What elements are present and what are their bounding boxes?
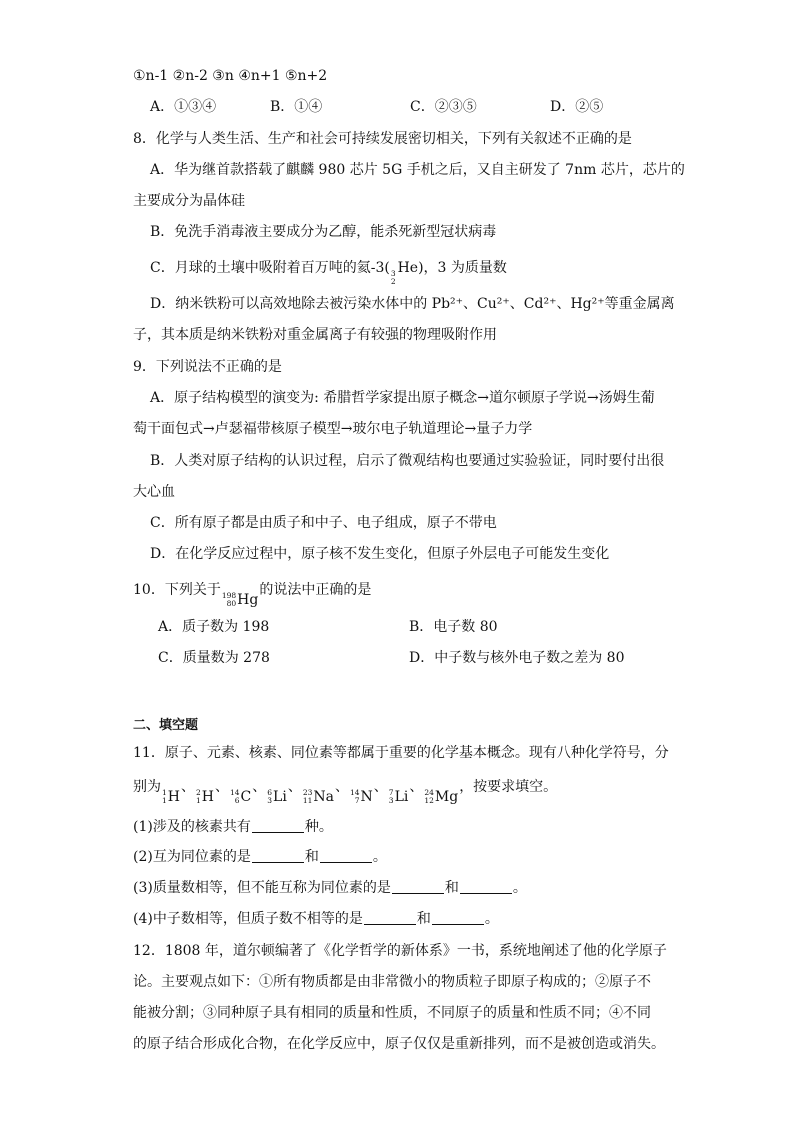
helium-3-nuclide [391,270,397,286]
atomic-number: 1 [196,796,201,805]
q9-stem: 9．下列说法不正确的是 [133,359,282,375]
separator: 、 [334,779,349,795]
q9-option-b-line1: B．人类对原子结构的认识过程，启示了微观结构也要通过实验验证，同时要付出很 [150,453,665,469]
separator: 、 [373,779,388,795]
q11-part1-tail: 种。 [304,819,333,835]
element-symbol: H [167,789,180,805]
atomic-number: 6 [234,796,240,805]
q10-option-a: A．质子数为 198 [158,619,270,635]
mass-number: 1 [162,788,167,797]
answer-blank[interactable] [364,910,416,925]
q11-part3-text: (3)质量数相等，但不能互称为同位素的是 [133,880,391,896]
answer-blank[interactable] [252,848,304,863]
q12-line3: 能被分割；③同种原子具有相同的质量和性质，不同原子的质量和性质不同；④不同 [133,1005,651,1021]
mass-number: 6 [267,788,273,797]
q11-part3-tail: 。 [512,880,527,896]
q11-part2-and: 和 [304,849,319,865]
hg-mass-number: 198 [221,591,237,600]
separator: 、 [287,779,302,795]
q7-option-a: A．①③④ [150,99,217,115]
atomic-number: 12 [424,796,434,805]
q11-part1-text: (1)涉及的核素共有 [133,819,251,835]
nuclide-symbol [350,787,373,807]
element-symbol: N [360,789,373,805]
separator: 、 [409,779,424,795]
q10-stem-tail: 的说法中正确的是 [259,582,372,598]
q7-option-b: B．①④ [270,99,323,115]
q8-option-a-line1: A．华为继首款搭载了麒麟 980 芯片 5G 手机之后，又自主研发了 7nm 芯片，芯片的 [150,162,685,178]
q11-part1 [133,817,333,837]
nuclide-symbol [389,787,409,807]
q9-option-d: D．在化学反应过程中，原子核不发生变化，但原子外层电子可能发生变化 [150,546,610,562]
q11-line2 [133,777,557,807]
element-symbol: Li [394,789,409,805]
atomic-number: 3 [267,796,273,805]
section-heading: 二、填空题 [133,718,199,733]
element-symbol: H [201,789,214,805]
q12-line2: 论。主要观点如下：①所有物质都是由非常微小的物质粒子即原子构成的；②原子不 [133,974,651,990]
q11-part4 [133,909,499,929]
q10-option-c: C．质量数为 278 [158,650,270,666]
q8-option-b: B．免洗手消毒液主要成分为乙醇，能杀死新型冠状病毒 [150,224,497,240]
he-mass-number: 3 [390,269,396,278]
nuclide-list [161,779,459,805]
mass-number: 24 [424,788,434,797]
q9-option-a-line1: A．原子结构模型的演变为: 希腊哲学家提出原子概念→道尔顿原子学说→汤姆生葡 [150,390,655,406]
answer-blank[interactable] [460,879,512,894]
q10-option-d: D．中子数与核外电子数之差为 80 [409,650,625,666]
hg-atomic-number: 80 [226,599,237,608]
answer-blank[interactable] [432,910,484,925]
mass-number: 14 [349,788,360,797]
element-symbol: Mg [434,789,459,805]
q11-part3 [133,878,527,898]
separator: 、 [181,779,195,795]
mass-number: 2 [196,788,201,797]
element-symbol: Li [273,789,287,805]
he-atomic-number: 2 [390,277,396,286]
element-symbol: Na [313,789,334,805]
q11-part2 [133,847,387,867]
nuclide-symbol [424,787,458,807]
q11-part4-text: (4)中子数相等，但质子数不相等的是 [133,911,363,927]
q12-line1: 12．1808 年，道尔顿编著了《化学哲学的新体系》一书，系统地阐述了他的化学原子 [133,943,667,959]
q8-option-a-line2: 主要成分为晶体硅 [133,193,245,209]
q8-option-d-line1: D．纳米铁粉可以高效地除去被污染水体中的 Pb²⁺、Cu²⁺、Cd²⁺、Hg²⁺等重金属离 [150,296,675,312]
q11-line2-text: 别为 [133,779,161,795]
q11-part4-and: 和 [416,911,431,927]
nuclide-symbol [303,787,334,807]
separator: 、 [252,779,267,795]
q12-line4: 的原子结合形成化合物，在化学反应中，原子仅仅是重新排列，而不是被创造或消失。 [133,1036,665,1052]
q7-choices: ①n-1 ②n-2 ③n ④n+1 ⑤n+2 [133,68,328,84]
q10-option-b: B．电子数 80 [409,619,498,635]
atomic-number: 11 [302,796,313,805]
atomic-number: 3 [388,796,394,805]
nuclide-symbol [196,787,214,807]
q10-stem [133,580,371,610]
q8-stem: 8．化学与人类生活、生产和社会可持续发展密切相关，下列有关叙述不正确的是 [133,131,632,147]
q9-option-b-line2: 大心血 [133,484,175,500]
q11-line2-tail: ，按要求填空。 [459,779,558,795]
mass-number: 14 [230,788,240,797]
q10-stem-text: 10．下列关于 [133,582,221,598]
q11-part2-text: (2)互为同位素的是 [133,849,251,865]
answer-blank[interactable] [320,848,372,863]
nuclide-symbol [267,787,287,807]
hg-symbol: Hg [237,592,259,608]
separator: 、 [215,779,229,795]
q8-option-c-text: C．月球的土壤中吸附着百万吨的氦-3( [150,260,390,276]
element-symbol: C [240,789,252,805]
q8-option-c-tail: He)，3 为质量数 [397,260,507,276]
q9-option-c: C．所有原子都是由质子和中子、电子组成，原子不带电 [150,515,497,531]
q11-part3-and: 和 [444,880,459,896]
q8-option-c [150,258,507,286]
atomic-number: 1 [162,796,167,805]
q9-option-a-line2: 萄干面包式→卢瑟福带核原子模型→玻尔电子轨道理论→量子力学 [133,421,533,437]
q11-part2-tail: 。 [372,849,387,865]
mass-number: 7 [388,788,394,797]
q7-option-c: C．②③⑤ [410,99,477,115]
atomic-number: 7 [354,796,360,805]
q11-line1: 11．原子、元素、核素、同位素等都属于重要的化学基本概念。现有八种化学符号，分 [133,745,669,761]
mass-number: 23 [302,788,313,797]
answer-blank[interactable] [252,818,304,833]
q7-option-d: D．②⑤ [550,99,604,115]
q8-option-d-line2: 子，其本质是纳米铁粉对重金属离子有较强的物理吸附作用 [133,327,497,343]
answer-blank[interactable] [392,879,444,894]
mercury-nuclide [222,590,259,610]
q11-part4-tail: 。 [484,911,499,927]
nuclide-symbol [230,787,251,807]
nuclide-symbol [162,787,180,807]
